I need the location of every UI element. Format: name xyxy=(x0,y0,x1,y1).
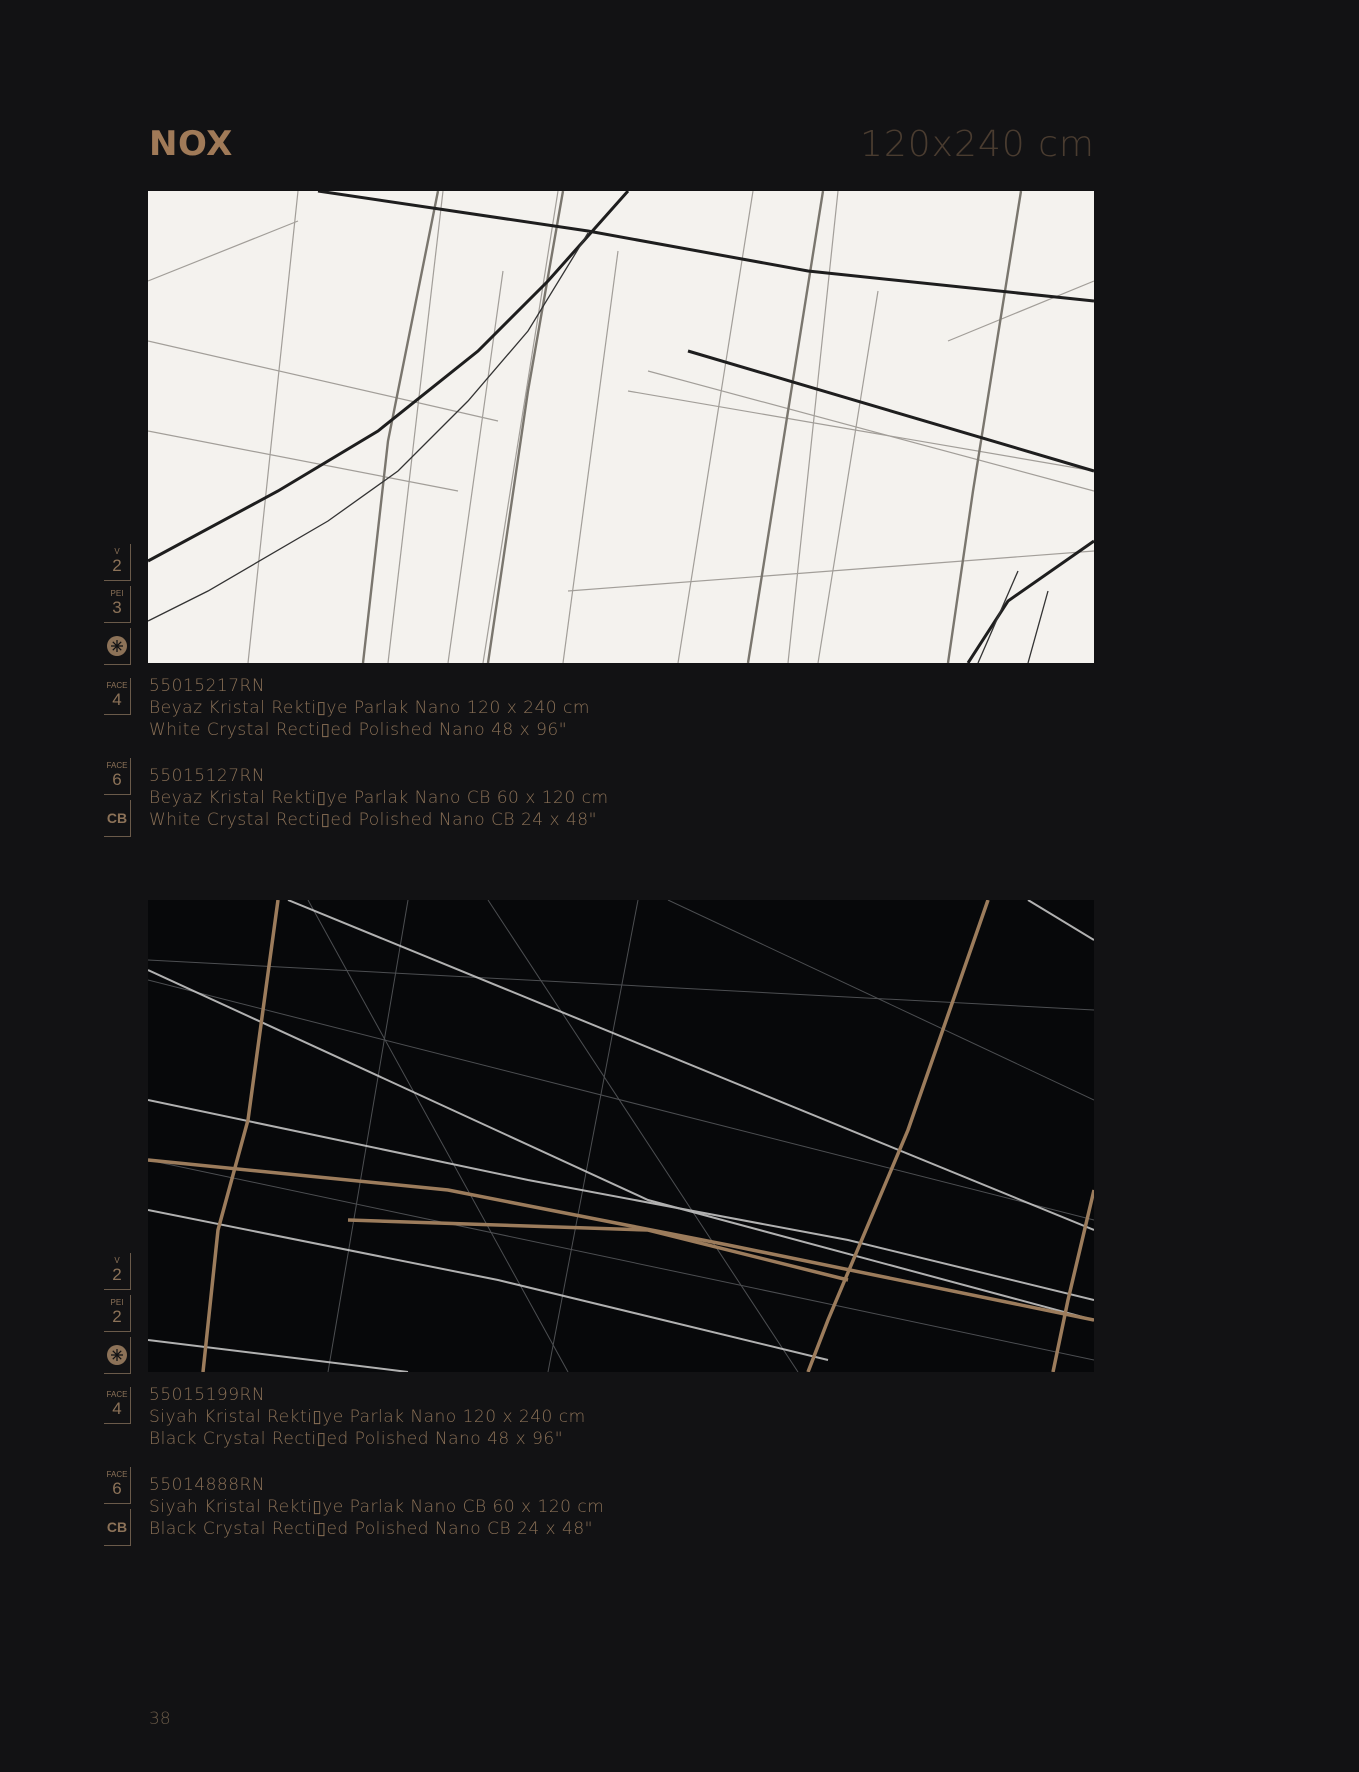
pei-rating-badge: PEI 2 xyxy=(104,1295,131,1332)
cb-badge: CB xyxy=(104,1509,131,1546)
product-entry xyxy=(149,675,590,741)
face-count-badge: FACE 4 xyxy=(104,678,131,715)
product-name-tr: Beyaz Kristal Rekti▯ye Parlak Nano CB 60 x 120 cm xyxy=(149,788,609,808)
product-name-en: White Crystal Recti▯ed Polished Nano 48 x 96" xyxy=(149,720,568,740)
face-badge-group-4 xyxy=(104,1467,134,1551)
product-code: 55015199RN xyxy=(149,1385,266,1405)
frost-resistant-icon xyxy=(104,1337,131,1374)
product-name-en: White Crystal Recti▯ed Polished Nano CB 24 x 48" xyxy=(149,810,597,830)
product-code: 55015127RN xyxy=(149,766,266,786)
product-name-en: Black Crystal Recti▯ed Polished Nano 48 x 96" xyxy=(149,1429,564,1449)
product-name-tr: Siyah Kristal Rekti▯ye Parlak Nano CB 60 x 120 cm xyxy=(149,1497,605,1517)
pei-rating-badge: PEI 3 xyxy=(104,586,131,623)
product-code: 55014888RN xyxy=(149,1475,266,1495)
tile-size-label: 120x240 cm xyxy=(859,124,1095,165)
product-name-tr: Siyah Kristal Rekti▯ye Parlak Nano 120 x 240 cm xyxy=(149,1407,586,1427)
face-count-badge: FACE 6 xyxy=(104,1467,131,1504)
face-badge-group-1 xyxy=(104,678,134,720)
product-name-en: Black Crystal Recti▯ed Polished Nano CB 24 x 48" xyxy=(149,1519,593,1539)
face-badge-group-2 xyxy=(104,758,134,842)
product-name-tr: Beyaz Kristal Rekti▯ye Parlak Nano 120 x 240 cm xyxy=(149,698,590,718)
shade-variation-badge: V 2 xyxy=(104,1253,131,1290)
product-entry xyxy=(149,1474,604,1540)
page-number: 38 xyxy=(149,1709,171,1729)
shade-variation-badge: V 2 xyxy=(104,544,131,581)
face-count-badge: FACE 6 xyxy=(104,758,131,795)
tile-image-white-crystal xyxy=(148,191,1094,663)
collection-title: NOX xyxy=(149,124,233,164)
face-badge-group-3 xyxy=(104,1387,134,1429)
cb-badge: CB xyxy=(104,800,131,837)
product-code: 55015217RN xyxy=(149,676,266,696)
product-entry xyxy=(149,765,609,831)
frost-resistant-icon xyxy=(104,628,131,665)
product-entry xyxy=(149,1384,586,1450)
tile-image-black-crystal xyxy=(148,900,1094,1372)
spec-column-white xyxy=(104,544,134,670)
face-count-badge: FACE 4 xyxy=(104,1387,131,1424)
spec-column-black xyxy=(104,1253,134,1379)
